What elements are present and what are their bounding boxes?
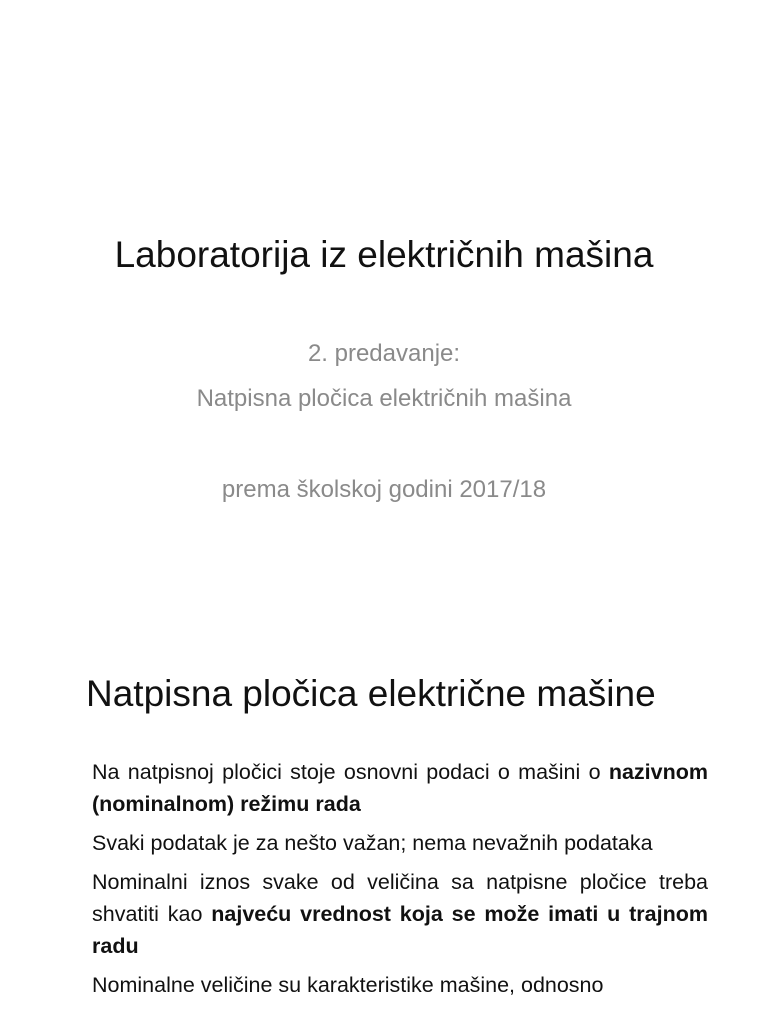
- paragraph-text: Na natpisnoj pločici stoje osnovni podaci o mašini o: [92, 760, 609, 784]
- slide-2-body: [92, 756, 708, 1008]
- paragraph-text: Nominalne veličine su karakteristike mašine, odnosno: [92, 973, 604, 997]
- body-paragraph-1: [92, 756, 708, 820]
- body-paragraph-2: [92, 827, 708, 859]
- body-paragraph-4: [92, 969, 708, 1001]
- slide-2: [0, 576, 768, 1024]
- slide-1-subtitle-line-3: prema školskoj godini 2017/18: [221, 476, 547, 503]
- paragraph-text: Svaki podatak je za nešto važan; nema nevažnih podataka: [92, 831, 653, 855]
- slide-1-subtitle-line-1: 2. predavanje:: [307, 340, 461, 367]
- paragraph-text: Nominalni iznos svake od veličina sa natpisne pločice treba shvatiti kao: [92, 870, 708, 926]
- paragraph-bold-text: najveću vrednost koja se može imati u trajnom radu: [92, 902, 708, 958]
- slide-1-title: Laboratorija iz električnih mašina: [114, 234, 654, 275]
- paragraph-bold-text: nazivnom (nominalnom) režimu rada: [92, 760, 708, 816]
- slide-2-title: Natpisna pločica električne mašine: [86, 673, 656, 714]
- slide-1-subtitle-line-2: Natpisna pločica električnih mašina: [196, 385, 572, 412]
- body-paragraph-3: [92, 866, 708, 962]
